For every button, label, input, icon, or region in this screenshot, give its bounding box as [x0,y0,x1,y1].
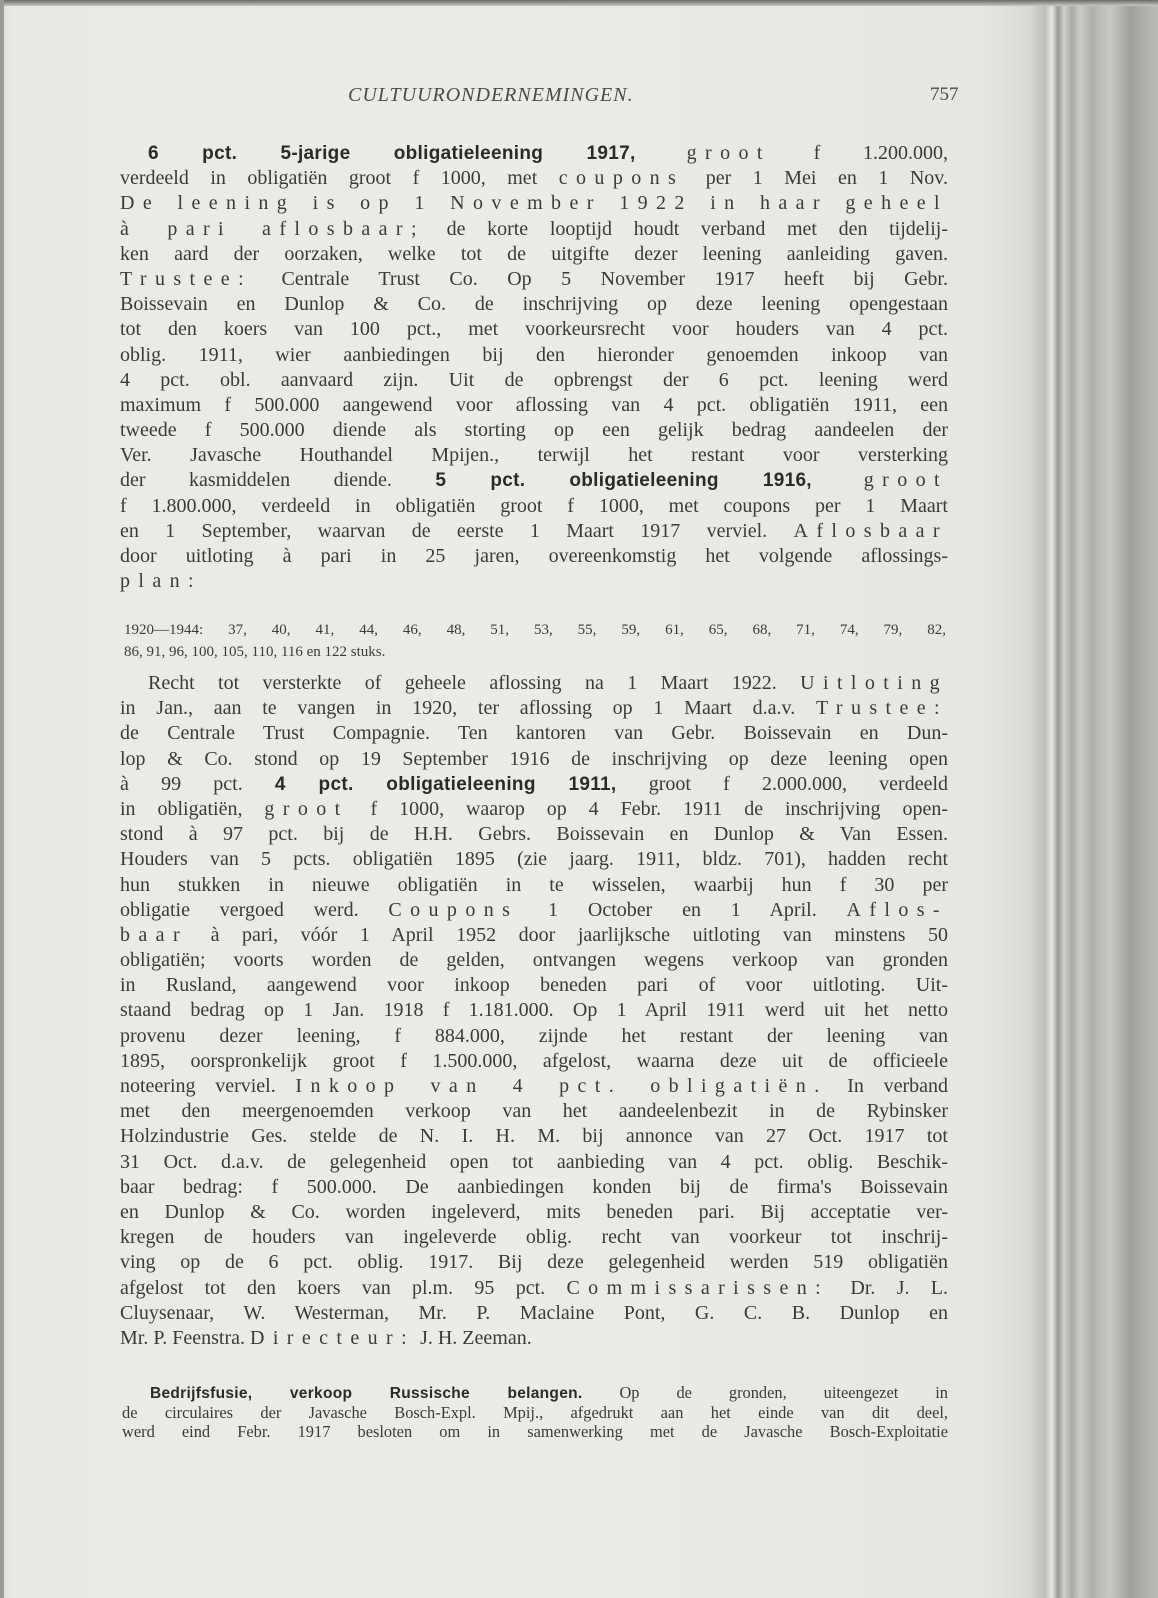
body-text: lop & Co. stond op 19 September 1916 de inschrijving op deze leening open [120,747,948,770]
paragraph-6pct-loan-1917 [120,141,948,594]
body-text: ving op de 6 pct. oblig. 1917. Bij deze gelegenheid werden 519 obligatiën [120,1251,948,1274]
body-text: obligatie vergoed werd. [120,898,389,921]
body-text: per 1 Mei en 1 Nov. [684,167,948,190]
body-text: Cluysenaar, W. Westerman, Mr. P. Maclaine Pont, G. C. B. Dunlop en [120,1301,948,1324]
text-line [120,519,948,544]
body-text: Op de gronden, uiteengezet in [582,1383,948,1402]
text-line [120,141,948,166]
spaced-emphasis-text: Aflosbaar [793,519,948,542]
body-text: In verband [827,1075,948,1097]
text-line [120,468,948,493]
bold-heading-text: 4 pct. obligatieleening 1911, [274,773,617,795]
running-title: CULTUURONDERNEMINGEN. [348,84,634,106]
spaced-emphasis-text: De leening is op 1 November 1922 in haar geheel [120,192,948,215]
text-line [120,368,948,393]
body-text: in Jan., aan te vangen in 1920, ter aflossing op 1 Maart d.a.v. [120,697,816,720]
text-line [120,1225,948,1250]
text-line [120,166,948,191]
body-text: baar bedrag: f 500.000. De aanbiedingen konden bij de firma's Boissevain [120,1175,948,1198]
body-text: f 1000, waarop op 4 Febr. 1911 de inschrijving open- [348,797,949,820]
text-line [122,1403,948,1423]
text-line [122,1383,948,1403]
text-line [120,1124,948,1149]
body-text: à 99 pct. [120,772,275,795]
text-line [120,747,948,772]
body-text: 1 October en 1 April. [518,898,847,921]
text-line [122,1422,948,1442]
body-text: f 1.200.000, [770,142,948,164]
body-text: werd eind Febr. 1917 besloten om in samenwerking met de Javasche Bosch-Exploitatie [122,1422,948,1442]
body-text: tot den koers van 100 pct., met voorkeursrecht voor houders van 4 pct. [120,318,948,341]
text-line [120,948,948,973]
body-text: staand bedrag op 1 Jan. 1918 f 1.181.000. Op 1 April 1911 werd uit het netto [120,999,948,1022]
text-line [120,191,948,216]
body-text: tweede f 500.000 diende als storting op een gelijk bedrag aandeelen der [120,419,948,442]
body-text: 1920—1944: 37, 40, 41, 44, 46, 48, 51, 53, 55, 59, 61, 65, 68, 71, 74, 79, 82, [124,622,946,638]
text-line [120,317,948,342]
body-text: met den meergenoemden verkoop van het aandeelenbezit in de Rybinsker [120,1100,948,1123]
text-line [124,641,946,663]
body-text: groot f 2.000.000, verdeeld [616,772,948,795]
text-line [120,998,948,1023]
text-line [120,1099,948,1124]
text-line [120,721,948,746]
paragraph-company-merger [122,1383,948,1442]
text-line [120,1049,948,1074]
body-text: 86, 91, 96, 100, 105, 110, 116 en 122 stuks. [124,644,386,660]
spaced-emphasis-text: Inkoop van 4 pct. obligatiën. [295,1075,828,1097]
page-left-edge [0,0,4,1598]
text-line [120,1301,948,1326]
text-line [120,1250,948,1275]
body-text: stond à 97 pct. bij de H.H. Gebrs. Boissevain en Dunlop & Van Essen. [120,823,948,846]
spaced-emphasis-text: plan: [120,570,202,593]
body-text: noteering verviel. [120,1075,296,1097]
text-line [120,1276,948,1301]
body-text: 4 pct. obl. aanvaard zijn. Uit de opbrengst der 6 pct. leening werd [120,368,948,391]
text-line [120,443,948,468]
text-line [120,772,948,797]
body-text: Dr. J. L. [829,1276,949,1299]
body-text: 31 Oct. d.a.v. de gelegenheid open tot aanbieding van 4 pct. oblig. Beschik- [120,1150,948,1173]
text-line [120,822,948,847]
body-text: in Rusland, aangewend voor inkoop beneden pari of voor uitloting. Uit- [120,974,948,997]
body-text: provenu dezer leening, f 884.000, zijnde het restant der leening van [120,1024,948,1047]
text-line [120,873,948,898]
text-line [120,1074,948,1099]
page-top-edge [0,0,1158,6]
text-line [120,544,948,569]
body-text: der kasmiddelen diende. [120,469,436,492]
spaced-emphasis-text: Uitloting [800,672,948,694]
text-line [120,973,948,998]
body-text: Boissevain en Dunlop & Co. de inschrijving op deze leening opengestaan [120,293,948,316]
body-text: in obligatiën, [120,797,265,820]
spaced-emphasis-text: groot [264,797,349,820]
text-line [120,671,948,696]
spaced-emphasis-text: groot [811,469,948,492]
body-text: J. H. Zeeman. [415,1326,532,1349]
text-line [120,898,948,923]
text-line [124,619,946,641]
spaced-emphasis-text: Trustee: [120,267,253,290]
body-text: de circulaires der Javasche Bosch-Expl. Mpij., afgedrukt aan het einde van dit deel, [122,1402,948,1422]
spaced-emphasis-text: baar [120,923,189,946]
text-line [120,292,948,317]
body-text: hun stukken in nieuwe obligatiën in te wisselen, waarbij hun f 30 per [120,873,948,896]
text-line [120,569,948,594]
page-header [0,84,1158,114]
body-text: obligatiën; voorts worden de gelden, ontvangen wegens verkoop van gronden [120,949,948,972]
text-line [120,1024,948,1049]
text-line [120,696,948,721]
spaced-emphasis-text: groot [635,142,771,164]
body-text: oblig. 1911, wier aanbiedingen bij den hieronder genoemden inkoop van [120,343,948,366]
text-line [120,797,948,822]
body-text: kregen de houders van ingeleverde oblig. recht van voorkeur tot inschrij- [120,1226,948,1249]
text-line [120,847,948,872]
bold-heading-text: 6 pct. 5-jarige obligatieleening 1917, [148,143,636,164]
body-text: Ver. Javasche Houthandel Mpijen., terwijl het restant voor versterking [120,444,948,467]
text-line [120,343,948,368]
text-line [120,494,948,519]
body-text: f 1.800.000, verdeeld in obligatiën groot f 1000, met coupons per 1 Maart [120,494,948,517]
body-text: en Dunlop & Co. worden ingeleverd, mits beneden pari. Bij acceptatie ver- [120,1200,948,1223]
body-text: maximum f 500.000 aangewend voor aflossing van 4 pct. obligatiën 1911, een [120,393,948,416]
paragraph-4pct-loan-1911 [120,671,948,1351]
body-text: de korte looptijd houdt verband met den tijdelij- [424,217,948,240]
redemption-schedule [124,619,946,663]
spaced-emphasis-text: Commissarissen: [566,1276,830,1299]
body-text: en 1 September, waarvan de eerste 1 Maart 1917 verviel. [120,519,794,542]
text-line [120,418,948,443]
body-text: Mr. P. Feenstra. [120,1326,250,1349]
bold-heading-text: Bedrijfsfusie, verkoop Russische belangen. [150,1385,583,1402]
body-text: Recht tot versterkte of geheele aflossing na 1 Maart 1922. [148,672,801,694]
spaced-emphasis-text: Coupons [388,898,519,921]
body-text: à pari, vóór 1 April 1952 door jaarlijksche uitloting van minstens 50 [188,923,948,946]
page-number: 757 [930,84,959,105]
spaced-emphasis-text: coupons [558,167,685,190]
body-text: Centrale Trust Co. Op 5 November 1917 heeft bij Gebr. [252,267,948,290]
text-line [120,1326,948,1351]
body-text: ken aard der oorzaken, welke tot de uitgifte dezer leening aanleiding gaven. [120,242,948,265]
spaced-emphasis-text: Aflos- [846,898,948,921]
text-line [120,1150,948,1175]
bold-heading-text: 5 pct. obligatieleening 1916, [435,470,812,492]
text-line [120,1200,948,1225]
text-line [120,242,948,267]
body-text: door uitloting à pari in 25 jaren, overeenkomstig het volgende aflossings- [120,545,948,567]
body-text: Houders van 5 pcts. obligatiën 1895 (zie jaarg. 1911, bldz. 701), hadden recht [120,848,948,871]
spaced-emphasis-text: Directeur: [250,1326,416,1349]
body-text: de Centrale Trust Compagnie. Ten kantoren van Gebr. Boissevain en Dun- [120,722,948,745]
body-text: 1895, oorspronkelijk groot f 1.500.000, afgelost, waarna deze uit de officieele [120,1049,948,1072]
spaced-emphasis-text: à pari aflosbaar; [120,217,425,240]
text-line [120,393,948,418]
text-line [120,923,948,948]
body-text: Holzindustrie Ges. stelde de N. I. H. M. bij annonce van 27 Oct. 1917 tot [120,1125,948,1148]
body-text: afgelost tot den koers van pl.m. 95 pct. [120,1276,567,1299]
body-text: verdeeld in obligatiën groot f 1000, met [120,167,559,190]
text-line [120,267,948,292]
text-line [120,217,948,242]
text-line [120,1175,948,1200]
spaced-emphasis-text: Trustee: [815,697,948,720]
